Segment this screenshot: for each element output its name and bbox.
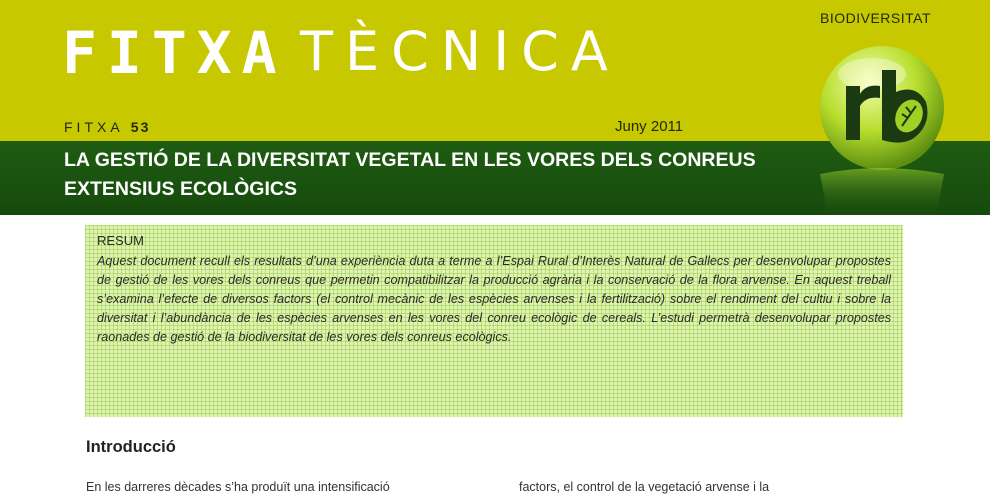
fitxa-number: 53: [130, 119, 151, 135]
title-fitxa: FITXA: [62, 19, 287, 87]
rb-leaf-logo-icon: [818, 44, 946, 216]
document-headline: LA GESTIÓ DE LA DIVERSITAT VEGETAL EN LES VORES DELS CONREUS EXTENSIUS ECOLÒGICS: [64, 149, 756, 200]
body-column-right: factors, el control de la vegetació arvense i la: [519, 480, 770, 494]
title-tecnica: TÈCNICA: [300, 20, 620, 83]
summary-box: [85, 225, 903, 417]
category-tag: BIODIVERSITAT: [820, 10, 931, 26]
summary-text: Aquest document recull els resultats d’una experiència duta a terme a l’Espai Rural d’Interès Natural de Gallecs per desenvolupar propostes de gestió de les vores dels conreus que permetin compatibilitzar la producció agrària i la conservació de la flora arvense. En aquest treball s’examina l’efecte de diversos factors (el control mecànic de les espècies arvenses i la fertilització) sobre el rendiment del cultiu i sobre la diversitat i l’abundància de les espècies arvenses en les vores del conreu ecològic de cereals. L’estudi permetrà desenvolupar propostes raonades de gestió de la biodiversitat de les vores dels conreus ecològics.: [97, 254, 891, 344]
body-column-left: En les darreres dècades s’ha produït una intensificació: [86, 480, 390, 494]
publication-date: Juny 2011: [615, 118, 684, 135]
fitxa-label-text: FITXA: [64, 119, 123, 135]
fitxa-number-label: [64, 119, 150, 135]
summary-title: RESUM: [97, 233, 144, 248]
section-title-introduction: Introducció: [86, 438, 176, 456]
